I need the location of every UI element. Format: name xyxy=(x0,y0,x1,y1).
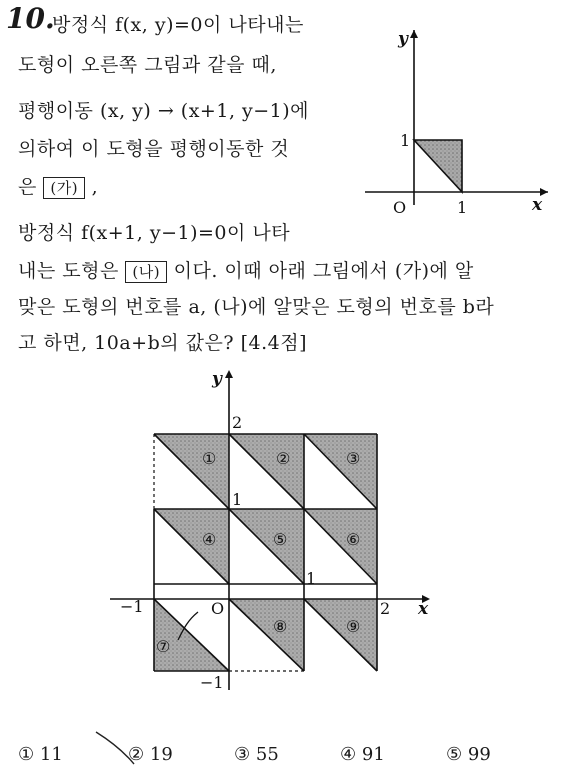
small-x-label: x xyxy=(532,195,543,215)
big-tick-y-2: 2 xyxy=(232,413,243,432)
big-tick-x-1: 1 xyxy=(306,569,317,588)
choice-5-num: ⑤ xyxy=(446,744,463,765)
choice-5-val: 99 xyxy=(467,744,491,765)
choice-1-val: 11 xyxy=(39,744,63,765)
choice-1-num: ① xyxy=(18,744,35,765)
question-number: 10. xyxy=(6,2,55,35)
big-tick-x-2: 2 xyxy=(380,599,391,618)
choice-3-num: ③ xyxy=(234,744,251,765)
question-line-7-text: 내는 도형은 xyxy=(18,260,119,282)
choice-3-val: 55 xyxy=(255,744,279,765)
blank-box-a: (가) xyxy=(43,177,85,199)
big-x-label: x xyxy=(418,599,429,619)
region-label-1: ① xyxy=(202,449,217,468)
blank-box-b: (나) xyxy=(125,261,167,283)
choice-4-val: 91 xyxy=(361,744,385,765)
choice-5[interactable] xyxy=(446,744,491,765)
question-line-8: 맞은 도형의 번호를 a, (나)에 알맞은 도형의 번호를 b라 xyxy=(18,296,495,318)
choice-3[interactable] xyxy=(234,744,279,765)
region-label-7: ⑦ xyxy=(156,637,171,656)
region-label-3: ③ xyxy=(346,449,361,468)
big-tick-y-1: 1 xyxy=(232,490,243,509)
big-tick-x-neg: −1 xyxy=(120,597,144,616)
question-line-7-tail: 이다. 이때 아래 그림에서 (가)에 알 xyxy=(173,260,474,282)
question-line-3: 평행이동 (x, y) → (x+1, y−1)에 xyxy=(18,100,310,122)
question-line-4: 의하여 이 도형을 평행이동한 것 xyxy=(18,138,290,160)
region-label-4: ④ xyxy=(202,530,217,549)
small-tick-x: 1 xyxy=(457,198,468,217)
big-y-arrow xyxy=(225,370,233,378)
choice-2[interactable] xyxy=(128,744,173,765)
choice-4-num: ④ xyxy=(340,744,357,765)
question-line-5-tail: , xyxy=(91,176,99,198)
small-y-label: y xyxy=(398,29,408,49)
big-tick-y-neg: −1 xyxy=(200,673,224,692)
big-y-label: y xyxy=(212,369,222,389)
question-line-9: 고 하면, 10a+b의 값은? [4.4점] xyxy=(18,332,307,354)
question-line-6: 방정식 f(x+1, y−1)=0이 나타 xyxy=(18,222,291,244)
question-line-2: 도형이 오른쪽 그림과 같을 때, xyxy=(18,54,277,76)
question-line-1: 방정식 f(x, y)=0이 나타내는 xyxy=(52,14,304,36)
big-origin: O xyxy=(211,599,225,618)
region-label-8: ⑧ xyxy=(273,617,288,636)
small-tick-y: 1 xyxy=(400,131,411,150)
choice-2-val: 19 xyxy=(149,744,173,765)
small-origin: O xyxy=(393,198,407,217)
choice-4[interactable] xyxy=(340,744,385,765)
region-label-2: ② xyxy=(276,449,291,468)
region-label-9: ⑨ xyxy=(346,617,361,636)
choice-2-num: ② xyxy=(128,744,145,765)
choice-1[interactable] xyxy=(18,744,63,765)
question-line-5-text: 은 xyxy=(18,176,37,198)
region-label-5: ⑤ xyxy=(273,530,288,549)
region-label-6: ⑥ xyxy=(346,530,361,549)
